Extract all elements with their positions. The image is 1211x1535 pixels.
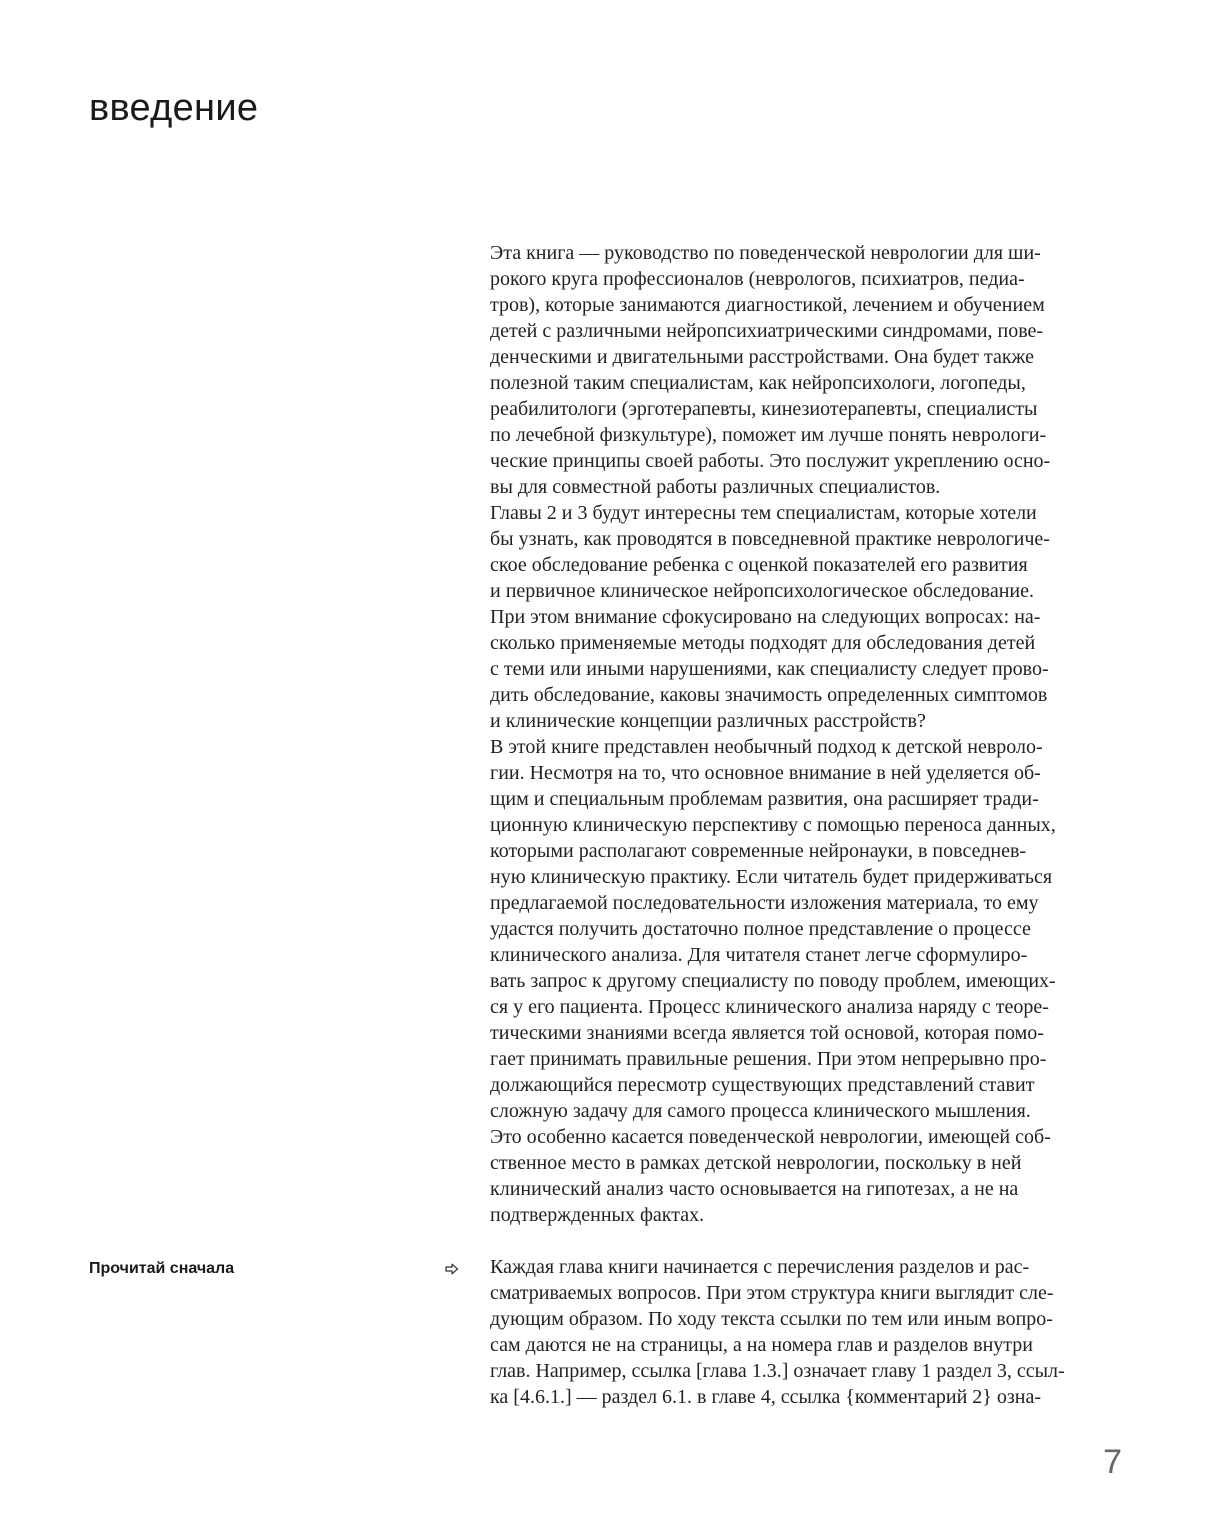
text-line: бы узнать, как проводятся в повседневной практике неврологиче- <box>490 528 1050 550</box>
chapter-title: введение <box>89 87 259 129</box>
second-paragraph <box>490 1254 1130 1410</box>
text-line: ка [4.6.1.] — раздел 6.1. в главе 4, ссылка {комментарий 2} озна- <box>490 1386 1042 1408</box>
text-line: подтвержденных фактах. <box>490 1204 705 1226</box>
text-line: Главы 2 и 3 будут интересны тем специалистам, которые хотели <box>490 502 1037 524</box>
text-line: ческие принципы своей работы. Это послужит укреплению осно- <box>490 450 1051 472</box>
right-arrow-icon-svg <box>445 1263 459 1275</box>
text-line: должающийся пересмотр существующих представлений ставит <box>490 1074 1035 1096</box>
main-paragraph <box>490 240 1130 1228</box>
text-line: Каждая глава книги начинается с перечисления разделов и рас- <box>490 1256 1030 1278</box>
text-line: рокого круга профессионалов (неврологов, психиатров, педиа- <box>490 268 1025 290</box>
text-line: предлагаемой последовательности изложения материала, то ему <box>490 892 1039 914</box>
text-line: ственное место в рамках детской неврологии, поскольку в ней <box>490 1152 1022 1174</box>
text-line: которыми располагают современные нейронауки, в повседнев- <box>490 840 1027 862</box>
text-line: щим и специальным проблемам развития, она расширяет тради- <box>490 788 1039 810</box>
text-line: дить обследование, каковы значимость определенных симптомов <box>490 684 1048 706</box>
text-line: глав. Например, ссылка [глава 1.3.] означает главу 1 раздел 3, ссыл- <box>490 1360 1065 1382</box>
text-line: гает принимать правильные решения. При этом непрерывно про- <box>490 1048 1047 1070</box>
text-line: дующим образом. По ходу текста ссылки по тем или иным вопро- <box>490 1308 1053 1330</box>
text-line: вы для совместной работы различных специалистов. <box>490 476 941 498</box>
text-line: ся у его пациента. Процесс клинического анализа наряду с теоре- <box>490 996 1049 1018</box>
side-heading: Прочитай сначала <box>89 1260 235 1277</box>
text-line: При этом внимание сфокусировано на следующих вопросах: на- <box>490 606 1041 628</box>
text-line: В этой книге представлен необычный подход к детской невроло- <box>490 736 1043 758</box>
text-line: детей с различными нейропсихиатрическими синдромами, пове- <box>490 320 1044 342</box>
text-line: с теми или иными нарушениями, как специалисту следует прово- <box>490 658 1049 680</box>
text-line: тическими знаниями всегда является той основой, которая помо- <box>490 1022 1044 1044</box>
text-line: сколько применяемые методы подходят для обследования детей <box>490 632 1036 654</box>
text-line: ционную клиническую перспективу с помощью переноса данных, <box>490 814 1056 836</box>
text-line: по лечебной физкультуре), поможет им лучше понять неврологи- <box>490 424 1047 446</box>
page-number: 7 <box>1103 1443 1122 1481</box>
text-line: ную клиническую практику. Если читатель будет придерживаться <box>490 866 1053 888</box>
text-line: реабилитологи (эрготерапевты, кинезиотерапевты, специалисты <box>490 398 1038 420</box>
text-line: и первичное клиническое нейропсихологическое обследование. <box>490 580 1034 602</box>
text-line: Эта книга — руководство по поведенческой неврологии для ши- <box>490 242 1041 264</box>
text-line: клинический анализ часто основывается на гипотезах, а не на <box>490 1178 1019 1200</box>
text-line: денческими и двигательными расстройствами. Она будет также <box>490 346 1034 368</box>
right-arrow-icon <box>444 1257 460 1281</box>
text-line: ское обследование ребенка с оценкой показателей его развития <box>490 554 1028 576</box>
text-line: тров), которые занимаются диагностикой, лечением и обучением <box>490 294 1045 316</box>
text-line: сам даются не на страницы, а на номера глав и разделов внутри <box>490 1334 1033 1356</box>
text-line: вать запрос к другому специалисту по поводу проблем, имеющих- <box>490 970 1056 992</box>
text-line: удастся получить достаточно полное представление о процессе <box>490 918 1031 940</box>
text-line: гии. Несмотря на то, что основное внимание в ней уделяется об- <box>490 762 1041 784</box>
text-line: сматриваемых вопросов. При этом структура книги выглядит сле- <box>490 1282 1054 1304</box>
text-line: сложную задачу для самого процесса клинического мышления. <box>490 1100 1031 1122</box>
text-line: полезной таким специалистам, как нейропсихологи, логопеды, <box>490 372 1026 394</box>
text-line: Это особенно касается поведенческой неврологии, имеющей соб- <box>490 1126 1051 1148</box>
text-line: клинического анализа. Для читателя станет легче сформулиро- <box>490 944 1028 966</box>
text-line: и клинические концепции различных расстройств? <box>490 710 926 732</box>
